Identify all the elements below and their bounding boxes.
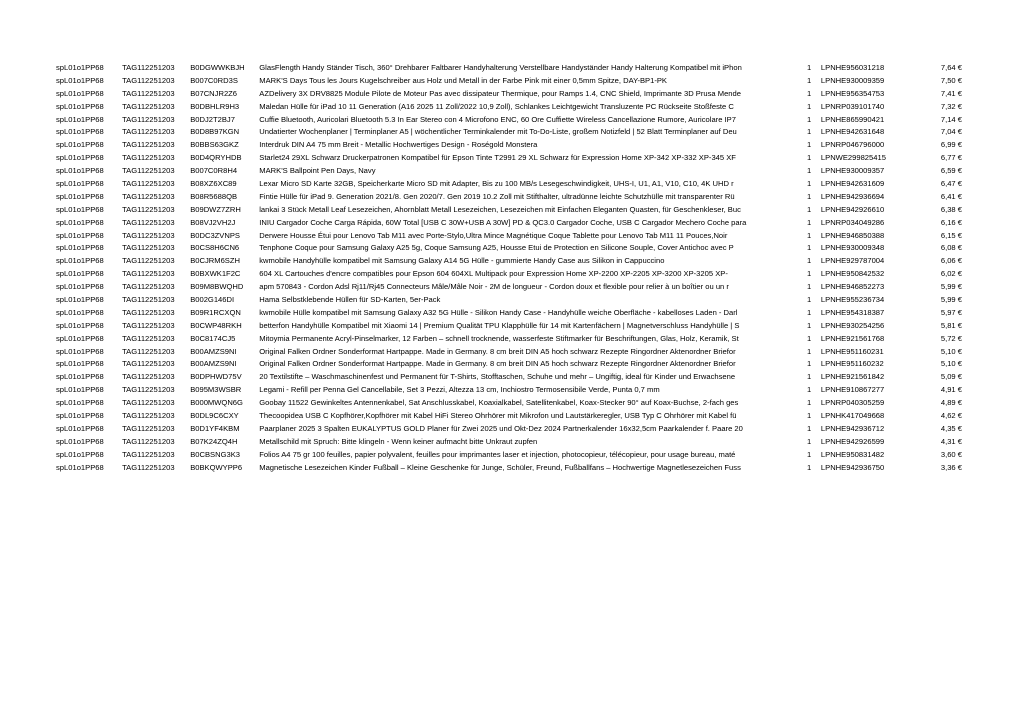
tag-cell: TAG112251203 xyxy=(122,140,175,150)
price-cell: 4,35 € xyxy=(940,423,962,433)
price-cell: 5,10 € xyxy=(940,346,962,356)
location-cell: spL01o1PP68 xyxy=(56,101,104,111)
table-row xyxy=(56,294,962,307)
quantity-cell: 1 xyxy=(807,449,812,459)
lpn-cell: LPNHE930009359 xyxy=(820,75,885,85)
price-cell: 5,99 € xyxy=(940,282,962,292)
location-cell: spL01o1PP68 xyxy=(56,372,104,382)
description-cell: lankai 3 Stück Metall Leaf Lesezeichen, Ahornblatt Metall Lesezeichen, Lesezeichen mit Einfachen Eleganten Quasten, für Geschenkleser, Buc xyxy=(259,204,741,214)
price-cell: 6,15 € xyxy=(940,230,962,240)
table-row xyxy=(56,384,962,397)
quantity-cell: 1 xyxy=(807,436,812,446)
description-cell: Mitoymia Permanente Acryl-Pinselmarker, 12 Farben – schnell trocknende, wasserfeste Stiftmarker für Beschriftungen, Glas, Holz, Keramik, St xyxy=(259,333,739,343)
tag-cell: TAG112251203 xyxy=(122,372,175,382)
description-cell: Maledan Hülle für iPad 10 11 Generation (A16 2025 11 Zoll/2022 10,9 Zoll), Schlankes Leichtgewicht Transluzente PC Rückseite Stoßfeste C xyxy=(259,101,734,111)
tag-cell: TAG112251203 xyxy=(122,346,175,356)
description-cell: Paarplaner 2025 3 Spalten EUKALYPTUS GOLD Planer für Zwei 2025 und Okt-Dez 2024 Partnerkalender 16x32,5cm Paarkalender f. Paare 20 xyxy=(259,423,743,433)
asin-cell: B007C0RD3S xyxy=(190,75,238,85)
lpn-cell: LPNHE950842532 xyxy=(820,269,885,279)
lpn-cell: LPNRP046796000 xyxy=(820,140,885,150)
quantity-cell: 1 xyxy=(807,63,812,72)
price-cell: 3,36 € xyxy=(940,462,962,472)
quantity-cell: 1 xyxy=(807,320,812,330)
table-row xyxy=(56,242,962,255)
lpn-cell: LPNWE299825415 xyxy=(820,153,886,163)
asin-cell: B0BKQWYPP6 xyxy=(190,462,243,472)
location-cell: spL01o1PP68 xyxy=(56,411,104,421)
location-cell: spL01o1PP68 xyxy=(56,282,104,292)
location-cell: spL01o1PP68 xyxy=(56,256,104,266)
price-cell: 6,99 € xyxy=(940,140,962,150)
asin-cell: B09M8BWQHD xyxy=(190,282,244,292)
asin-cell: B0DL9C6CXY xyxy=(190,411,239,421)
quantity-cell: 1 xyxy=(807,411,812,421)
lpn-cell: LPNHE942936750 xyxy=(820,462,885,472)
location-cell: spL01o1PP68 xyxy=(56,243,104,253)
description-cell: 604 XL Cartouches d'encre compatibles pour Epson 604 604XL Multipack pour Expression Home XP-2200 XP-2205 XP-3200 XP-3205 XP- xyxy=(259,269,728,279)
tag-cell: TAG112251203 xyxy=(122,88,175,98)
table-row xyxy=(56,75,962,88)
tag-cell: TAG112251203 xyxy=(122,114,175,124)
lpn-cell: LPNHE929787004 xyxy=(820,256,885,266)
table-row xyxy=(56,165,962,178)
price-cell: 5,99 € xyxy=(940,295,962,305)
quantity-cell: 1 xyxy=(807,88,812,98)
table-row xyxy=(56,449,962,462)
description-cell: kwmobile Handyhülle kompatibel mit Samsung Galaxy A14 5G Hülle - gummierte Handy Case aus Silikon in Cappuccino xyxy=(259,256,665,266)
quantity-cell: 1 xyxy=(807,462,812,472)
lpn-cell: LPNHE955236734 xyxy=(820,295,885,305)
tag-cell: TAG112251203 xyxy=(122,191,175,201)
price-cell: 4,62 € xyxy=(940,411,962,421)
lpn-cell: LPNRP039101740 xyxy=(820,101,885,111)
quantity-cell: 1 xyxy=(807,295,812,305)
lpn-cell: LPNHE930254256 xyxy=(820,320,885,330)
price-cell: 7,41 € xyxy=(940,88,962,98)
description-cell: Derwere Housse Étui pour Lenovo Tab M11 avec Porte-Stylo,Ultra Mince Magnétique Coque Tablette pour Lenovo Tab M11 11 Pouces,Noir xyxy=(259,230,728,240)
tag-cell: TAG112251203 xyxy=(122,256,175,266)
location-cell: spL01o1PP68 xyxy=(56,204,104,214)
price-cell: 5,97 € xyxy=(940,307,962,317)
table-row xyxy=(56,126,962,139)
asin-cell: B09DWZ7ZRH xyxy=(190,204,241,214)
tag-cell: TAG112251203 xyxy=(122,423,175,433)
location-cell: spL01o1PP68 xyxy=(56,191,104,201)
quantity-cell: 1 xyxy=(807,191,812,201)
price-cell: 6,16 € xyxy=(940,217,962,227)
price-cell: 5,09 € xyxy=(940,372,962,382)
price-cell: 5,10 € xyxy=(940,359,962,369)
lpn-cell: LPNHE954318387 xyxy=(820,307,885,317)
table-row xyxy=(56,423,962,436)
quantity-cell: 1 xyxy=(807,153,812,163)
description-cell: Original Falken Ordner Sonderformat Hartpappe. Made in Germany. 8 cm breit DIN A5 hoch schwarz Rezepte Ringordner Aktenordner Briefor xyxy=(259,359,736,369)
description-cell: Starlet24 29XL Schwarz Druckerpatronen Kompatibel für Epson Tinte T2991 29 XL Schwarz für Expression Home XP-342 XP-332 XP-345 XF xyxy=(259,153,736,163)
quantity-cell: 1 xyxy=(807,307,812,317)
tag-cell: TAG112251203 xyxy=(122,307,175,317)
table-row xyxy=(56,346,962,359)
quantity-cell: 1 xyxy=(807,346,812,356)
location-cell: spL01o1PP68 xyxy=(56,269,104,279)
description-cell: Original Falken Ordner Sonderformat Hartpappe. Made in Germany. 8 cm breit DIN A5 hoch schwarz Rezepte Ringordner Aktenordner Briefor xyxy=(259,346,736,356)
description-cell: apm 570843 - Cordon Adsl Rj11/Rj45 Connecteurs Mâle/Mâle Noir - 2M de longueur - Cordon doux et flexible pour relier à un boîtier ou un r xyxy=(259,282,729,292)
table-row xyxy=(56,436,962,449)
description-cell: INIU Cargador Coche Carga Rápida, 60W Total [USB C 30W+USB A 30W] PD & QC3.0 Cargador Coche, USB C Cargador Mechero Coche para xyxy=(259,217,747,227)
location-cell: spL01o1PP68 xyxy=(56,295,104,305)
lpn-cell: LPNHE930009357 xyxy=(820,166,885,176)
quantity-cell: 1 xyxy=(807,140,812,150)
table-row xyxy=(56,62,962,75)
asin-cell: B0CJRM6SZH xyxy=(190,256,240,266)
table-row xyxy=(56,114,962,127)
inventory-table xyxy=(56,62,962,475)
description-cell: Tenphone Coque pour Samsung Galaxy A25 5g, Coque Samsung A25, Housse Etui de Protection en Silicone Souple, Cover Antichoc avec P xyxy=(259,243,734,253)
price-cell: 7,50 € xyxy=(940,75,962,85)
quantity-cell: 1 xyxy=(807,423,812,433)
asin-cell: B0DC3ZVNPS xyxy=(190,230,240,240)
price-cell: 7,04 € xyxy=(940,127,962,137)
location-cell: spL01o1PP68 xyxy=(56,179,104,189)
price-cell: 7,64 € xyxy=(940,63,962,72)
quantity-cell: 1 xyxy=(807,75,812,85)
price-cell: 3,60 € xyxy=(940,449,962,459)
asin-cell: B09R1RCXQN xyxy=(190,307,241,317)
tag-cell: TAG112251203 xyxy=(122,282,175,292)
description-cell: Folios A4 75 gr 100 feuilles, papier polyvalent, feuilles pour imprimantes laser et injection, photocopieur, télécopieur, pour usage bureau, maté xyxy=(259,449,736,459)
description-cell: AZDelivery 3X DRV8825 Module Pilote de Moteur Pas avec dissipateur Thermique, pour Ramps 1.4, CNC Shield, Imprimante 3D Prusa Mende xyxy=(259,88,741,98)
tag-cell: TAG112251203 xyxy=(122,398,175,408)
quantity-cell: 1 xyxy=(807,282,812,292)
description-cell: Cuffie Bluetooth, Auricolari Bluetooth 5.3 In Ear Stereo con 4 Microfono ENC, 60 Ore Cuffiette Wireless Cancellazione Rumore, Auricolare IP7 xyxy=(259,114,736,124)
table-row xyxy=(56,191,962,204)
lpn-cell: LPNHE921561842 xyxy=(820,372,885,382)
tag-cell: TAG112251203 xyxy=(122,127,175,137)
table-row xyxy=(56,101,962,114)
asin-cell: B0DPHWD75V xyxy=(190,372,242,382)
tag-cell: TAG112251203 xyxy=(122,204,175,214)
price-cell: 6,06 € xyxy=(940,256,962,266)
location-cell: spL01o1PP68 xyxy=(56,217,104,227)
table-row xyxy=(56,320,962,333)
quantity-cell: 1 xyxy=(807,372,812,382)
location-cell: spL01o1PP68 xyxy=(56,63,104,72)
description-cell: Fintie Hülle für iPad 9. Generation 2021/8. Gen 2020/7. Gen 2019 10.2 Zoll mit Stifthalter, ultradünne leichte Schutzhülle mit transparenter Rü xyxy=(259,191,735,201)
tag-cell: TAG112251203 xyxy=(122,101,175,111)
table-row xyxy=(56,333,962,346)
tag-cell: TAG112251203 xyxy=(122,217,175,227)
asin-cell: B08XZ6XC89 xyxy=(190,179,237,189)
lpn-cell: LPNRP034049286 xyxy=(820,217,885,227)
asin-cell: B0BBS63GKZ xyxy=(190,140,239,150)
location-cell: spL01o1PP68 xyxy=(56,462,104,472)
description-cell: Thecoopidea USB C Kopfhörer,Kopfhörer mit Kabel HiFi Stereo Ohrhörer mit Mikrofon und Lautstärkeregler, USB Typ C Ohrhörer mit Kabel fü xyxy=(259,411,737,421)
table-row xyxy=(56,462,962,475)
lpn-cell: LPNHE942926599 xyxy=(820,436,885,446)
table-row xyxy=(56,230,962,243)
asin-cell: B007C0R8H4 xyxy=(190,166,238,176)
asin-cell: B0CS8H6CN6 xyxy=(190,243,240,253)
lpn-cell: LPNHE930009348 xyxy=(820,243,885,253)
asin-cell: B0D1YF4KBM xyxy=(190,423,240,433)
asin-cell: B0CWP48RKH xyxy=(190,320,242,330)
asin-cell: B0C8174CJ5 xyxy=(190,333,236,343)
description-cell: MARK'S Ballpoint Pen Days, Navy xyxy=(259,166,376,176)
quantity-cell: 1 xyxy=(807,114,812,124)
asin-cell: B0CBSNG3K3 xyxy=(190,449,240,459)
description-cell: betterfon Handyhülle Kompatibel mit Xiaomi 14 | Premium Qualität TPU Klapphülle für 14 mit Kartenfächern | Magnetverschluss Handyhülle | S xyxy=(259,320,740,330)
table-row xyxy=(56,268,962,281)
location-cell: spL01o1PP68 xyxy=(56,333,104,343)
location-cell: spL01o1PP68 xyxy=(56,307,104,317)
table-row xyxy=(56,217,962,230)
tag-cell: TAG112251203 xyxy=(122,333,175,343)
location-cell: spL01o1PP68 xyxy=(56,88,104,98)
location-cell: spL01o1PP68 xyxy=(56,166,104,176)
quantity-cell: 1 xyxy=(807,243,812,253)
price-cell: 5,72 € xyxy=(940,333,962,343)
quantity-cell: 1 xyxy=(807,101,812,111)
tag-cell: TAG112251203 xyxy=(122,411,175,421)
description-cell: Undatierter Wochenplaner | Terminplaner A5 | wöchentlicher Terminkalender mit To-Do-Liste, großem Notizfeld | 52 Blatt Terminplaner auf Deu xyxy=(259,127,737,137)
table-row xyxy=(56,88,962,101)
table-row xyxy=(56,410,962,423)
table-row xyxy=(56,397,962,410)
quantity-cell: 1 xyxy=(807,230,812,240)
location-cell: spL01o1PP68 xyxy=(56,153,104,163)
description-cell: Interdruk DIN A4 75 mm Breit - Metallic Hochwertiges Design - Roségold Monstera xyxy=(259,140,538,150)
tag-cell: TAG112251203 xyxy=(122,320,175,330)
asin-cell: B0DGWWKBJH xyxy=(190,63,245,72)
table-row xyxy=(56,371,962,384)
quantity-cell: 1 xyxy=(807,333,812,343)
asin-cell: B0BXWK1F2C xyxy=(190,269,241,279)
price-cell: 4,89 € xyxy=(940,398,962,408)
description-cell: kwmobile Hülle kompatibel mit Samsung Galaxy A32 5G Hülle - Silikon Handy Case - Handyhülle weiche Oberfläche - kabelloses Laden - Darl xyxy=(259,307,738,317)
location-cell: spL01o1PP68 xyxy=(56,398,104,408)
table-row xyxy=(56,255,962,268)
lpn-cell: LPNRP040305259 xyxy=(820,398,885,408)
price-cell: 6,08 € xyxy=(940,243,962,253)
quantity-cell: 1 xyxy=(807,179,812,189)
price-cell: 4,31 € xyxy=(940,436,962,446)
tag-cell: TAG112251203 xyxy=(122,243,175,253)
price-cell: 6,38 € xyxy=(940,204,962,214)
quantity-cell: 1 xyxy=(807,204,812,214)
table-row xyxy=(56,358,962,371)
tag-cell: TAG112251203 xyxy=(122,153,175,163)
asin-cell: B095M3WSBR xyxy=(190,385,242,395)
price-cell: 5,81 € xyxy=(940,320,962,330)
asin-cell: B07K24ZQ4H xyxy=(190,436,238,446)
lpn-cell: LPNHE956031218 xyxy=(820,63,885,72)
tag-cell: TAG112251203 xyxy=(122,63,175,72)
tag-cell: TAG112251203 xyxy=(122,295,175,305)
lpn-cell: LPNHE942631648 xyxy=(820,127,885,137)
quantity-cell: 1 xyxy=(807,127,812,137)
asin-cell: B08VJ2VH2J xyxy=(190,217,236,227)
tag-cell: TAG112251203 xyxy=(122,269,175,279)
quantity-cell: 1 xyxy=(807,359,812,369)
table-row xyxy=(56,178,962,191)
tag-cell: TAG112251203 xyxy=(122,179,175,189)
quantity-cell: 1 xyxy=(807,398,812,408)
tag-cell: TAG112251203 xyxy=(122,462,175,472)
description-cell: Metallschild mit Spruch: Bitte klingeln - Wenn keiner aufmacht bitte Unkraut zupfen xyxy=(259,436,538,446)
table-row xyxy=(56,152,962,165)
price-cell: 7,32 € xyxy=(940,101,962,111)
lpn-cell: LPNHE956354753 xyxy=(820,88,885,98)
lpn-cell: LPNHE942936712 xyxy=(820,423,885,433)
lpn-cell: LPNHE942631609 xyxy=(820,179,885,189)
lpn-cell: LPNHE951160231 xyxy=(820,346,884,356)
tag-cell: TAG112251203 xyxy=(122,230,175,240)
table-row xyxy=(56,139,962,152)
location-cell: spL01o1PP68 xyxy=(56,423,104,433)
description-cell: Legami - Refill per Penna Gel Cancellabile, Set 3 Pezzi, Altezza 13 cm, Inchiostro Termosensibile Verde, Punta 0,7 mm xyxy=(259,385,660,395)
price-cell: 7,14 € xyxy=(940,114,962,124)
lpn-cell: LPNHE921561768 xyxy=(820,333,885,343)
table-row xyxy=(56,307,962,320)
asin-cell: B0D8B97KGN xyxy=(190,127,240,137)
location-cell: spL01o1PP68 xyxy=(56,140,104,150)
tag-cell: TAG112251203 xyxy=(122,449,175,459)
lpn-cell: LPNHK417049668 xyxy=(820,411,885,421)
price-cell: 6,02 € xyxy=(940,269,962,279)
asin-cell: B08R5688QB xyxy=(190,191,238,201)
asin-cell: B0D4QRYHDB xyxy=(190,153,242,163)
price-cell: 6,77 € xyxy=(940,153,962,163)
lpn-cell: LPNHE942926610 xyxy=(820,204,885,214)
description-cell: Lexar Micro SD Karte 32GB, Speicherkarte Micro SD mit Adapter, Bis zu 100 MB/s Lesegeschwindigkeit, UHS-I, U1, A1, V10, C10, 4K UHD r xyxy=(259,179,734,189)
asin-cell: B000MWQN6G xyxy=(190,398,243,408)
table-row xyxy=(56,204,962,217)
description-cell: Magnetische Lesezeichen Kinder Fußball – Kleine Geschenke für Junge, Schüler, Freund, Fußballfans – Hochwertige Magnetlesezeichen Fuss xyxy=(259,462,741,472)
asin-cell: B0DJ2T2BJ7 xyxy=(190,114,235,124)
location-cell: spL01o1PP68 xyxy=(56,320,104,330)
location-cell: spL01o1PP68 xyxy=(56,127,104,137)
quantity-cell: 1 xyxy=(807,385,812,395)
description-cell: 20 Textilstifte – Waschmaschinenfest und Permanent für T-Shirts, Stofftaschen, Schuhe und mehr – Ungiftig, ideal für Kinder und Erwachsene xyxy=(259,372,736,382)
location-cell: spL01o1PP68 xyxy=(56,230,104,240)
location-cell: spL01o1PP68 xyxy=(56,436,104,446)
quantity-cell: 1 xyxy=(807,256,812,266)
tag-cell: TAG112251203 xyxy=(122,166,175,176)
asin-cell: B00AMZS9NI xyxy=(190,359,237,369)
location-cell: spL01o1PP68 xyxy=(56,449,104,459)
price-cell: 6,41 € xyxy=(940,191,962,201)
table-row xyxy=(56,281,962,294)
location-cell: spL01o1PP68 xyxy=(56,75,104,85)
quantity-cell: 1 xyxy=(807,269,812,279)
quantity-cell: 1 xyxy=(807,166,812,176)
location-cell: spL01o1PP68 xyxy=(56,359,104,369)
description-cell: GlasFlength Handy Ständer Tisch, 360° Drehbarer Faltbarer Handyhalterung Verstellbare Handyständer Handy Halterung Kompatibel mit iPhon xyxy=(259,63,742,72)
asin-cell: B0DBHLR9H3 xyxy=(190,101,240,111)
quantity-cell: 1 xyxy=(807,217,812,227)
tag-cell: TAG112251203 xyxy=(122,359,175,369)
location-cell: spL01o1PP68 xyxy=(56,346,104,356)
price-cell: 4,91 € xyxy=(940,385,962,395)
tag-cell: TAG112251203 xyxy=(122,385,175,395)
lpn-cell: LPNHE910867277 xyxy=(820,385,885,395)
price-cell: 6,59 € xyxy=(940,166,962,176)
price-cell: 6,47 € xyxy=(940,179,962,189)
asin-cell: B002G146DI xyxy=(190,295,235,305)
location-cell: spL01o1PP68 xyxy=(56,385,104,395)
description-cell: Hama Selbstklebende Hüllen für SD-Karten, 5er-Pack xyxy=(259,295,441,305)
description-cell: MARK'S Days Tous les Jours Kugelschreiber aus Holz und Metall in der Farbe Pink mit einer 0,5mm Spitze, DAY-BP1-PK xyxy=(259,75,667,85)
lpn-cell: LPNHE942936694 xyxy=(820,191,885,201)
location-cell: spL01o1PP68 xyxy=(56,114,104,124)
lpn-cell: LPNHE950831482 xyxy=(820,449,885,459)
lpn-cell: LPNHE951160232 xyxy=(820,359,884,369)
tag-cell: TAG112251203 xyxy=(122,75,175,85)
tag-cell: TAG112251203 xyxy=(122,436,175,446)
asin-cell: B07CNJR2Z6 xyxy=(190,88,238,98)
lpn-cell: LPNHE946850388 xyxy=(820,230,885,240)
lpn-cell: LPNHE865990421 xyxy=(820,114,885,124)
description-cell: Goobay 11522 Gewinkeltes Antennenkabel, Sat Anschlusskabel, Koaxialkabel, Satellitenkabel, Koax-Stecker 90° auf Koax-Buchse, 2-fach ges xyxy=(259,398,739,408)
lpn-cell: LPNHE946852273 xyxy=(820,282,885,292)
asin-cell: B00AMZS9NI xyxy=(190,346,237,356)
